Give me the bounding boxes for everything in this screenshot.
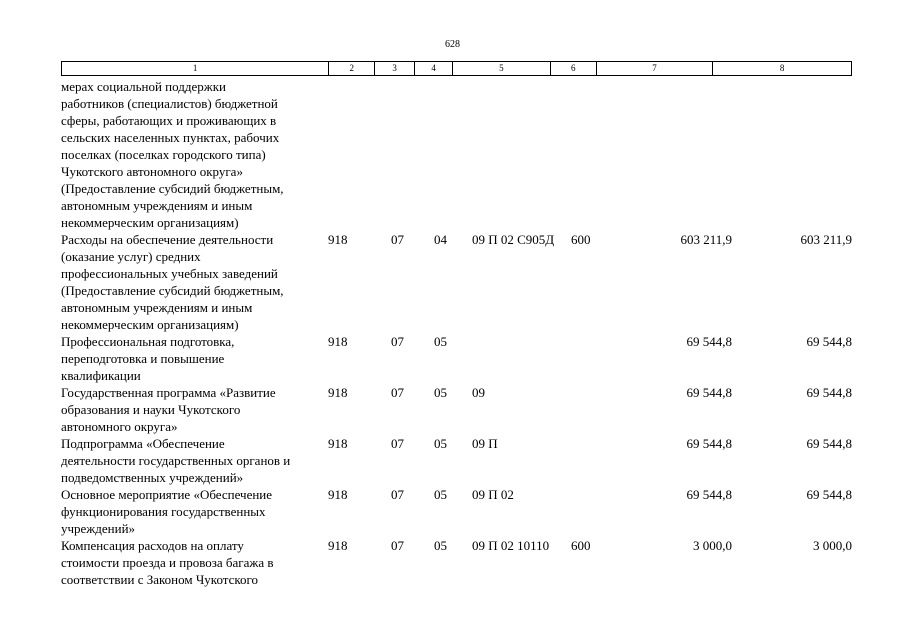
row-grbs: 918 [328, 232, 348, 247]
row-amount-2: 69 544,8 [806, 385, 852, 400]
row-subsection: 05 [434, 436, 447, 451]
row-target-article: 09 П 02 [472, 487, 514, 502]
row-subsection: 05 [434, 538, 447, 553]
row-description: Компенсация расходов на оплату стоимости проезда и провоза багажа в соответствии с Законом Чукотского [61, 538, 274, 587]
row-amount-2: 69 544,8 [806, 487, 852, 502]
row-section: 07 [391, 436, 404, 451]
row-grbs: 918 [328, 334, 348, 349]
table-row [61, 78, 861, 231]
table-row [61, 384, 861, 435]
row-section: 07 [391, 487, 404, 502]
row-description: Расходы на обеспечение деятельности (оказание услуг) средних профессиональных учебных заведений (Предоставление субсидий бюджетным, автономным учреждениям и иным некоммерческим организациям) [61, 232, 284, 332]
row-target-article: 09 П 02 10110 [472, 538, 550, 553]
table-row [61, 486, 861, 537]
row-expense-type: 600 [571, 232, 591, 247]
row-amount-1: 69 544,8 [686, 334, 732, 349]
header-col-1: 1 [62, 62, 329, 75]
row-amount-1: 3 000,0 [693, 538, 732, 553]
row-amount-2: 603 211,9 [800, 232, 852, 247]
table-row [61, 537, 861, 588]
row-expense-type: 600 [571, 538, 591, 553]
row-subsection: 04 [434, 232, 447, 247]
row-subsection: 05 [434, 334, 447, 349]
row-section: 07 [391, 385, 404, 400]
row-target-article: 09 П 02 С905Д [472, 232, 555, 247]
row-amount-2: 69 544,8 [806, 436, 852, 451]
header-col-3: 3 [375, 62, 415, 75]
header-col-5: 5 [453, 62, 551, 75]
row-amount-1: 603 211,9 [680, 232, 732, 247]
row-section: 07 [391, 334, 404, 349]
header-col-8: 8 [779, 63, 785, 73]
row-amount-1: 69 544,8 [686, 487, 732, 502]
row-amount-2: 69 544,8 [806, 334, 852, 349]
row-grbs: 918 [328, 385, 348, 400]
row-section: 07 [391, 232, 404, 247]
row-amount-1: 69 544,8 [686, 385, 732, 400]
row-grbs: 918 [328, 538, 348, 553]
page-number: 628 [445, 39, 460, 50]
row-description: Основное мероприятие «Обеспечение функционирования государственных учреждений» [61, 487, 273, 536]
header-col-7: 7 [597, 62, 714, 75]
table-body [61, 78, 861, 588]
row-subsection: 05 [434, 487, 447, 502]
row-description: Профессиональная подготовка, переподготовка и повышение квалификации [61, 334, 235, 383]
row-description: Подпрограмма «Обеспечение деятельности государственных органов и подведомственных учреждений» [61, 436, 291, 485]
header-col-4: 4 [415, 62, 453, 75]
row-target-article: 09 П [472, 436, 498, 451]
header-col-2: 2 [329, 62, 375, 75]
table-row [61, 231, 861, 333]
table-header-row [61, 61, 852, 76]
row-target-article: 09 [472, 385, 485, 400]
row-grbs: 918 [328, 436, 348, 451]
row-description: мерах социальной поддержки работников (специалистов) бюджетной сферы, работающих и проживающих в сельских населенных пунктах, рабочих поселках (поселках городского типа) Чукотского автономного округа» (Предоставление субсидий бюджетным, автономным учреждениям и иным некоммерческим организациям) [61, 79, 284, 230]
row-subsection: 05 [434, 385, 447, 400]
table-row [61, 333, 861, 384]
row-grbs: 918 [328, 487, 348, 502]
row-description: Государственная программа «Развитие образования и науки Чукотского автономного округа» [61, 385, 276, 434]
row-section: 07 [391, 538, 404, 553]
row-amount-2: 3 000,0 [813, 538, 852, 553]
header-col-6: 6 [551, 62, 597, 75]
table-row [61, 435, 861, 486]
row-amount-1: 69 544,8 [686, 436, 732, 451]
